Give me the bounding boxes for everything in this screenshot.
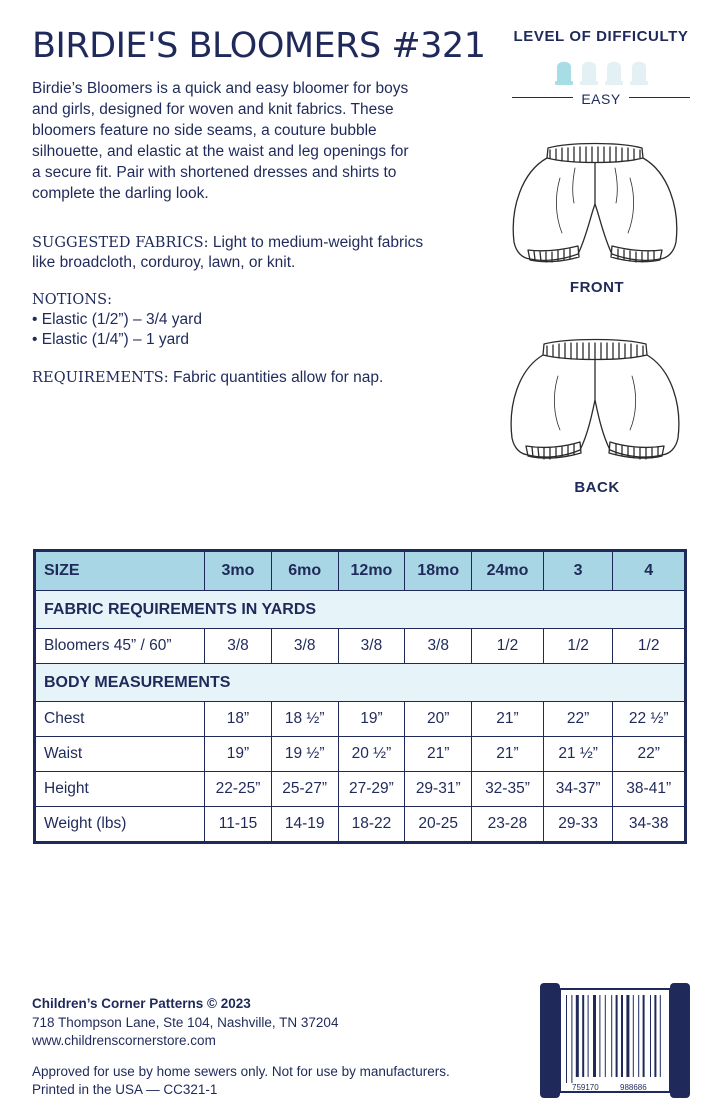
table-cell: 18-22 <box>338 807 405 842</box>
table-cell: 19” <box>205 737 272 772</box>
table-cell: 21” <box>405 737 472 772</box>
table-row <box>36 772 685 807</box>
barcode-bar <box>621 995 623 1077</box>
table-cell: 25-27” <box>271 772 338 807</box>
thimble-empty-icon <box>578 57 600 85</box>
size-header-cell: 3mo <box>205 552 272 591</box>
barcode-bar <box>650 995 651 1077</box>
size-header-cell: 18mo <box>405 552 472 591</box>
table-cell: 14-19 <box>271 807 338 842</box>
table-cell: 29-33 <box>543 807 613 842</box>
row-label: Chest <box>36 702 205 737</box>
barcode-bar <box>576 995 579 1077</box>
barcode-bar <box>643 995 645 1077</box>
table-cell: 23-28 <box>472 807 544 842</box>
notion-item: • Elastic (1/4”) – 1 yard <box>32 331 190 348</box>
size-header-cell: 4 <box>613 552 685 591</box>
table-cell: 3/8 <box>271 629 338 664</box>
table-row <box>36 737 685 772</box>
barcode-bar <box>582 995 584 1077</box>
table-cell: 11-15 <box>205 807 272 842</box>
size-header-row <box>36 552 685 591</box>
table-cell: 22” <box>543 702 613 737</box>
table-cell: 29-31” <box>405 772 472 807</box>
fabric-section-row <box>36 591 685 629</box>
table-row <box>36 807 685 842</box>
pattern-title: BIRDIE'S BLOOMERS #321 <box>32 26 486 66</box>
barcode-bar <box>593 995 596 1077</box>
suggested-fabrics-label: SUGGESTED FABRICS: <box>32 235 209 251</box>
table-cell: 20-25 <box>405 807 472 842</box>
table-cell: 22-25” <box>205 772 272 807</box>
difficulty-title: LEVEL OF DIFFICULTY <box>513 28 689 45</box>
notions-section <box>32 290 432 350</box>
table-cell: 21” <box>472 737 544 772</box>
table-cell: 27-29” <box>338 772 405 807</box>
table-cell: 3/8 <box>405 629 472 664</box>
barcode-bar <box>566 995 567 1083</box>
bloomers-front-drawing <box>500 138 690 274</box>
table-cell: 20” <box>405 702 472 737</box>
size-header-cell: 24mo <box>472 552 544 591</box>
company-website[interactable]: www.childrenscornerstore.com <box>32 1033 216 1048</box>
size-header-cell: 12mo <box>338 552 405 591</box>
company-name: Children’s Corner Patterns © 2023 <box>32 996 251 1011</box>
barcode-bar <box>588 995 589 1077</box>
pattern-description: Birdie’s Bloomers is a quick and easy bloomer for boys and girls, designed for woven and knit fabrics. These bloomers feature no side seams, a couture bubble silhouette, and elastic at the waist and leg openings for a secure fit. Pair with shortened dresses and shirts to complete the darling look. <box>32 80 409 202</box>
table-row <box>36 702 685 737</box>
difficulty-thimbles <box>512 57 690 85</box>
table-cell: 34-37” <box>543 772 613 807</box>
legal-notice: Approved for use by home sewers only. Not for use by manufacturers. <box>32 1063 450 1079</box>
thimble-filled-icon <box>553 57 575 85</box>
row-label: Waist <box>36 737 205 772</box>
row-label: Weight (lbs) <box>36 807 205 842</box>
barcode-spool <box>540 983 690 1098</box>
row-label: Bloomers 45” / 60” <box>36 629 205 664</box>
bloomers-back-drawing <box>500 336 690 472</box>
notions-label: NOTIONS: <box>32 292 113 308</box>
table-cell: 18 ½” <box>271 702 338 737</box>
row-label: Height <box>36 772 205 807</box>
table-cell: 1/2 <box>472 629 544 664</box>
table-cell: 20 ½” <box>338 737 405 772</box>
barcode-bar <box>611 995 612 1077</box>
back-view-label: BACK <box>574 479 620 496</box>
table-cell: 21” <box>472 702 544 737</box>
thimble-empty-icon <box>603 57 625 85</box>
table-cell: 21 ½” <box>543 737 613 772</box>
table-cell: 32-35” <box>472 772 544 807</box>
size-column-header: SIZE <box>36 552 205 591</box>
barcode-bar <box>660 995 661 1077</box>
difficulty-rule <box>512 91 690 109</box>
size-header-cell: 6mo <box>271 552 338 591</box>
difficulty-level-label: EASY <box>573 91 628 107</box>
barcode-bar <box>633 995 634 1077</box>
table-row <box>36 629 685 664</box>
barcode-digits-right: 988686 <box>620 1083 647 1092</box>
barcode-digits-mid: 759170 <box>572 1083 599 1092</box>
body-section-heading: BODY MEASUREMENTS <box>36 664 685 702</box>
barcode-bar <box>638 995 639 1077</box>
table-cell: 18” <box>205 702 272 737</box>
table-cell: 1/2 <box>543 629 613 664</box>
requirements-section <box>32 368 432 388</box>
barcode-bar <box>616 995 618 1077</box>
requirements-text: Fabric quantities allow for nap. <box>168 369 384 386</box>
table-cell: 38-41” <box>613 772 685 807</box>
barcode-digit-left: 0 <box>554 1083 559 1092</box>
table-cell: 3/8 <box>205 629 272 664</box>
notion-item: • Elastic (1/2”) – 3/4 yard <box>32 311 202 328</box>
table-cell: 19” <box>338 702 405 737</box>
spool-right-end <box>670 983 690 1098</box>
spool-left-end <box>540 983 560 1098</box>
front-view-label: FRONT <box>569 279 625 296</box>
size-header-cell: 3 <box>543 552 613 591</box>
table-cell: 22 ½” <box>613 702 685 737</box>
barcode-bar <box>605 995 606 1077</box>
size-chart <box>33 549 687 844</box>
table-cell: 22” <box>613 737 685 772</box>
barcode-bar <box>654 995 656 1077</box>
body-section-row <box>36 664 685 702</box>
fabric-section-heading: FABRIC REQUIREMENTS IN YARDS <box>36 591 685 629</box>
barcode-bar <box>571 995 572 1083</box>
print-info: Printed in the USA — CC321-1 <box>32 1082 218 1097</box>
barcode-bar <box>626 995 629 1077</box>
table-cell: 34-38 <box>613 807 685 842</box>
footer <box>32 995 450 1100</box>
company-address: 718 Thompson Lane, Ste 104, Nashville, TN 37204 <box>32 1014 339 1030</box>
table-cell: 19 ½” <box>271 737 338 772</box>
table-cell: 1/2 <box>613 629 685 664</box>
suggested-fabrics-section <box>32 233 432 273</box>
suggested-fabrics-text: Light to medium-weight fabrics like broadcloth, corduroy, lawn, or knit. <box>32 234 424 271</box>
difficulty-panel <box>512 28 690 109</box>
barcode-bar <box>599 995 600 1077</box>
table-cell: 3/8 <box>338 629 405 664</box>
size-table <box>35 551 685 842</box>
thimble-empty-icon <box>628 57 650 85</box>
requirements-label: REQUIREMENTS: <box>32 370 169 386</box>
